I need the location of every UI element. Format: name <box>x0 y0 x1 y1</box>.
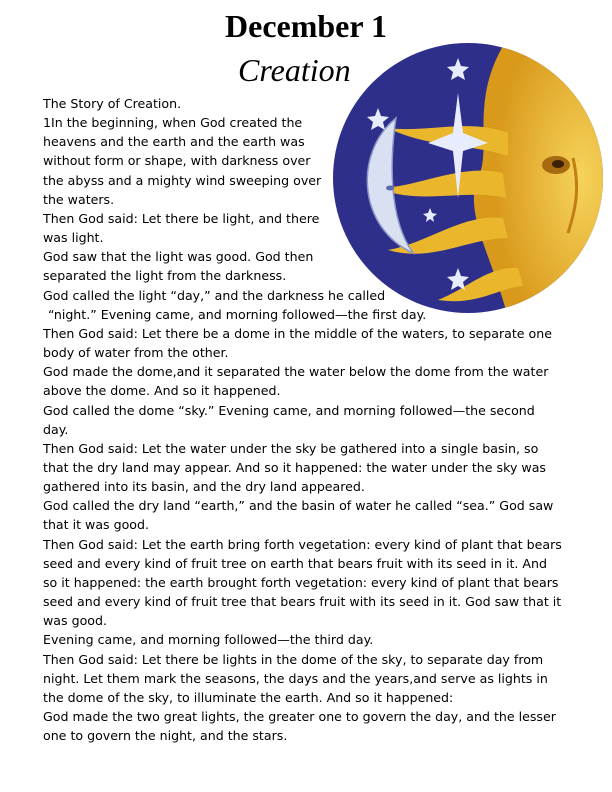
text-line: Then God said: Let there be light, and there <box>43 210 320 226</box>
page-title: December 1 <box>225 8 387 44</box>
text-line: body of water from the other. <box>43 345 229 361</box>
text-line: seed and every kind of fruit tree on earth that bears fruit with its seed in it. And <box>43 555 547 571</box>
page-subtitle: Creation <box>238 52 351 88</box>
text-line: gathered into its basin, and the dry land appeared. <box>43 479 365 495</box>
text-line: above the dome. And so it happened. <box>43 383 281 399</box>
text-line: was good. <box>43 613 107 629</box>
text-line: God called the dome “sky.” Evening came, and morning followed—the second <box>43 402 535 418</box>
text-line: seed and every kind of fruit tree that bears fruit with its seed in it. God saw that it <box>43 594 562 610</box>
text-line: that the dry land may appear. And so it happened: the water under the sky was <box>43 459 546 475</box>
text-line: separated the light from the darkness. <box>43 268 287 284</box>
text-line: Then God said: Let the earth bring forth vegetation: every kind of plant that bears <box>43 536 562 552</box>
text-line: so it happened: the earth brought forth vegetation: every kind of plant that bears <box>43 574 559 590</box>
text-line: Then God said: Let there be lights in the dome of the sky, to separate day from <box>43 651 544 667</box>
text-line: the waters. <box>43 191 115 207</box>
text-line: “night.” Evening came, and morning followed—the first day. <box>48 306 427 322</box>
text-line: God made the dome,and it separated the water below the dome from the water <box>43 364 549 380</box>
text-line: one to govern the night, and the stars. <box>43 728 288 744</box>
text-line: God called the dry land “earth,” and the basin of water he called “sea.” God saw <box>43 498 554 514</box>
text-line: The Story of Creation. <box>43 96 182 111</box>
text-line: night. Let them mark the seasons, the days and the years,and serve as lights in <box>43 670 548 686</box>
text-line: was light. <box>43 230 104 246</box>
text-line: day. <box>43 421 69 437</box>
text-line: God saw that the light was good. God then <box>43 249 314 265</box>
text-line: without form or shape, with darkness over <box>43 153 311 169</box>
text-line: that it was good. <box>43 517 150 533</box>
creation-text <box>43 94 583 745</box>
text-line: Evening came, and morning followed—the third day. <box>43 632 374 648</box>
text-line: the dome of the sky, to illuminate the earth. And so it happened: <box>43 689 454 705</box>
text-line: 1In the beginning, when God created the <box>43 115 303 131</box>
text-line: the abyss and a mighty wind sweeping over <box>43 172 322 188</box>
text-line: God made the two great lights, the greater one to govern the day, and the lesser <box>43 709 556 724</box>
text-line: heavens and the earth and the earth was <box>43 134 305 150</box>
text-line: Then God said: Let there be a dome in the middle of the waters, to separate one <box>43 325 552 341</box>
text-line: Then God said: Let the water under the sky be gathered into a single basin, so <box>43 440 539 456</box>
text-line: God called the light “day,” and the darkness he called <box>43 287 386 303</box>
